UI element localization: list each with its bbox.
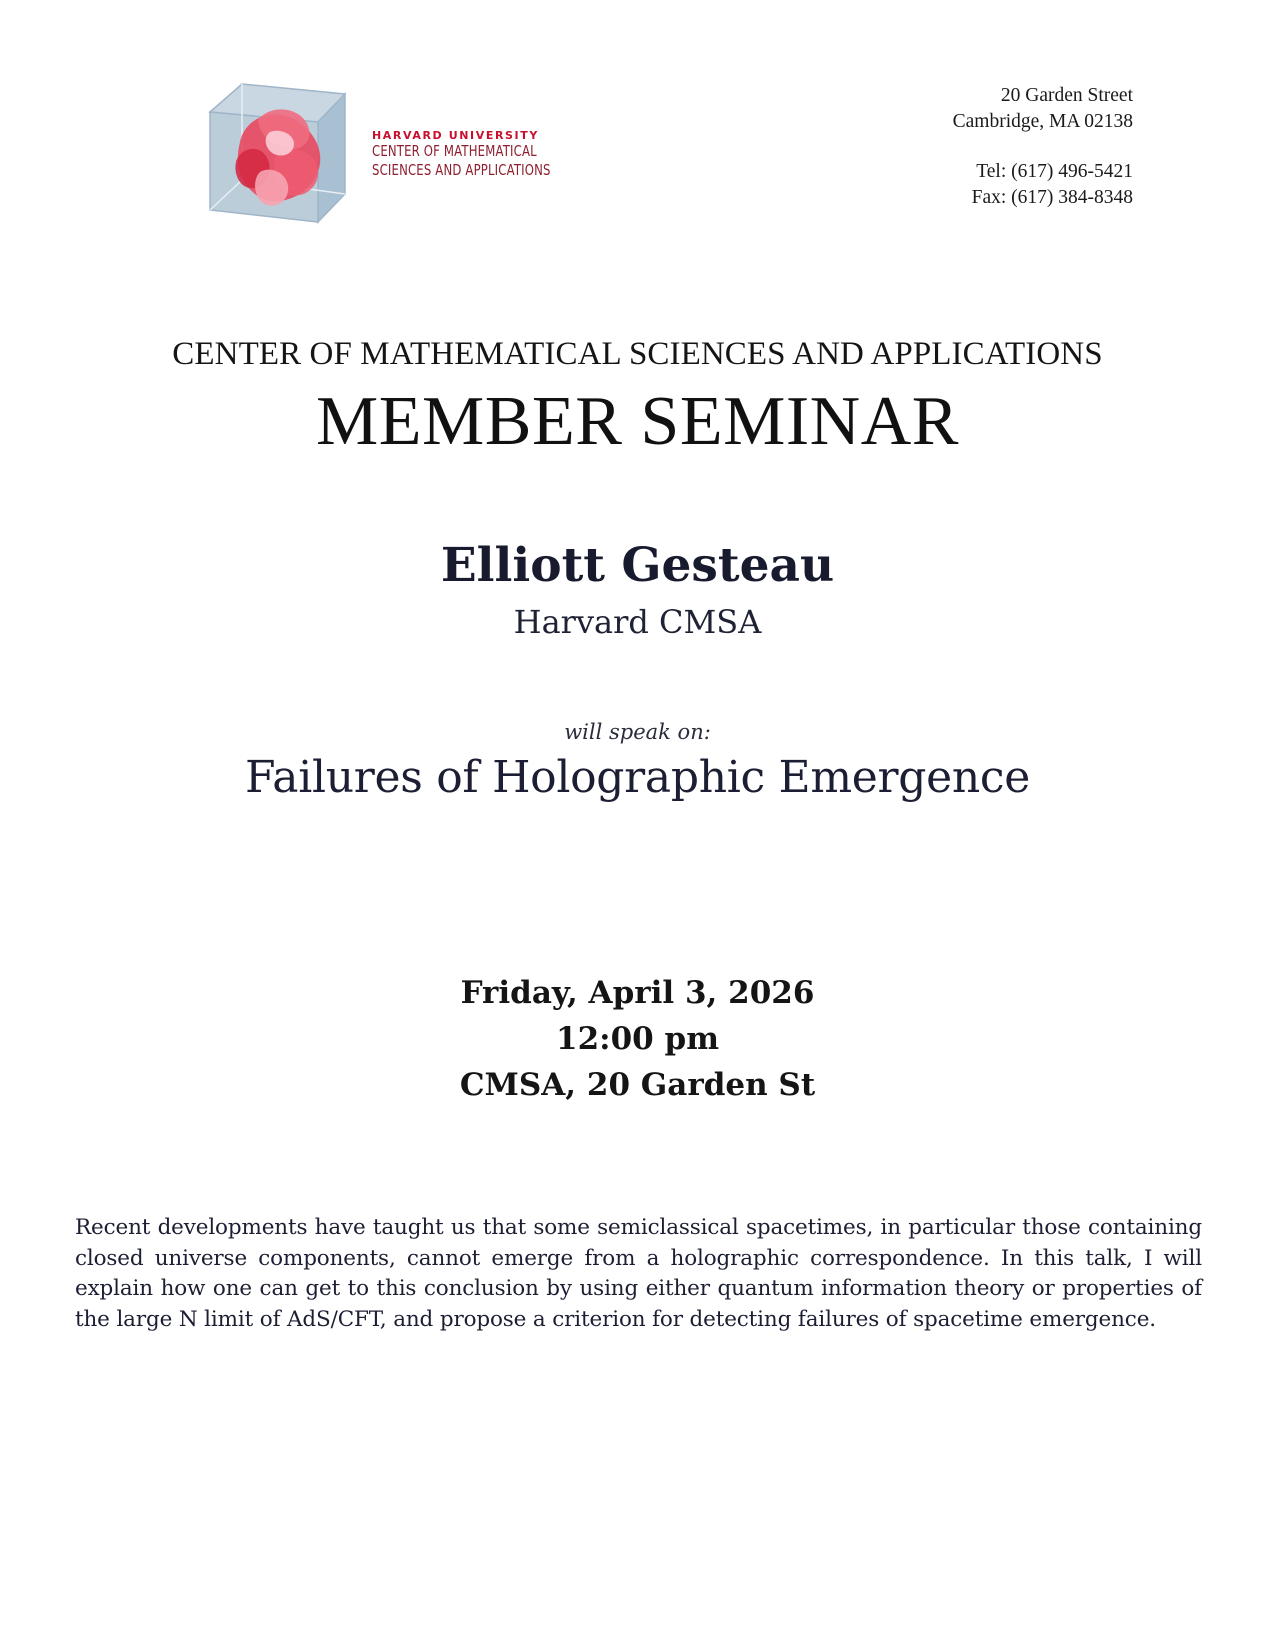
cube-logo-icon (200, 82, 350, 232)
address-fax: Fax: (617) 384-8348 (971, 187, 1133, 208)
talk-intro: will speak on: (564, 720, 711, 744)
event-details (0, 970, 1275, 1108)
event-date: Friday, April 3, 2026 (460, 975, 815, 1011)
logo-wordmark (372, 129, 572, 180)
address-block (953, 83, 1133, 211)
center-name-heading: CENTER OF MATHEMATICAL SCIENCES AND APPLICATIONS (172, 336, 1103, 372)
event-time: 12:00 pm (556, 1021, 719, 1057)
logo-line-1: CENTER OF MATHEMATICAL (372, 142, 537, 160)
logo-university: HARVARD UNIVERSITY (372, 129, 539, 142)
talk-abstract: Recent developments have taught us that some semiclassical spacetimes, in particular those containing closed universe components, cannot emerge from a holographic correspondence. In this talk, I will explain how one can get to this conclusion by using either quantum information theory or properties of the large N limit of AdS/CFT, and propose a criterion for detecting failures of spacetime emergence. (75, 1215, 1202, 1332)
event-location: CMSA, 20 Garden St (459, 1067, 816, 1103)
logo-line-2: SCIENCES AND APPLICATIONS (372, 161, 551, 179)
seminar-series-title: MEMBER SEMINAR (316, 383, 959, 460)
address-spacer (953, 135, 1133, 159)
speaker-name: Elliott Gesteau (440, 538, 835, 593)
address-tel: Tel: (617) 496-5421 (976, 161, 1133, 182)
address-city: Cambridge, MA 02138 (952, 111, 1133, 132)
talk-title: Failures of Holographic Emergence (245, 752, 1030, 803)
cmsa-logo (200, 82, 560, 232)
address-street: 20 Garden Street (1000, 85, 1133, 106)
speaker-affiliation: Harvard CMSA (513, 603, 762, 641)
